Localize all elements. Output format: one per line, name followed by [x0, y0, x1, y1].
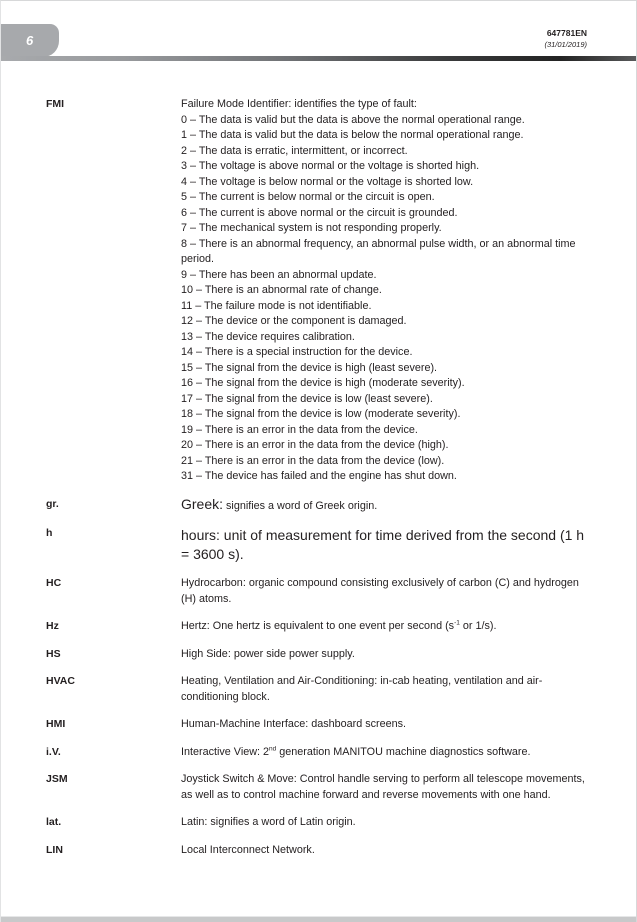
glossary-definition: Human-Machine Interface: dashboard screens. [181, 718, 407, 730]
glossary-definition [181, 497, 594, 515]
definition-pre: Hertz: One hertz is equivalent to one event per second (s [181, 620, 455, 632]
glossary-term: HVAC [46, 675, 75, 687]
document-meta [544, 28, 587, 50]
fmi-code-line: 14 – There is a special instruction for the device. [181, 346, 413, 358]
fmi-code-line: 15 – The signal from the device is high (least severe). [181, 361, 438, 374]
document-date: (31/01/2019) [544, 40, 587, 49]
fmi-code-line: 20 – There is an error in the data from the device (high). [181, 439, 449, 451]
glossary-definition: High Side: power side power supply. [181, 647, 355, 660]
fmi-code-line: 31 – The device has failed and the engine has shut down. [181, 470, 457, 482]
glossary-term: HS [46, 647, 61, 660]
fmi-code-line: 6 – The current is above normal or the circuit is grounded. [181, 206, 458, 219]
fmi-code-line: 18 – The signal from the device is low (moderate severity). [181, 408, 461, 420]
fmi-code-line: 9 – There has been an abnormal update. [181, 268, 377, 281]
page-number: 6 [26, 33, 34, 48]
glossary-term: gr. [46, 497, 59, 510]
glossary-term: Hz [46, 620, 59, 632]
fmi-code-line: 11 – The failure mode is not identifiable. [181, 299, 372, 312]
glossary-definition: Heating, Ventilation and Air-Conditioning: in-cab heating, ventilation and air-conditioning block. [181, 675, 543, 703]
fmi-code-line: 16 – The signal from the device is high (moderate severity). [181, 377, 465, 389]
fmi-code-line: 1 – The data is valid but the data is below the normal operational range. [181, 129, 524, 141]
glossary-entry-lin [46, 843, 594, 859]
fmi-intro: Failure Mode Identifier: identifies the type of fault: [181, 98, 417, 110]
glossary-entry-hz [46, 619, 594, 635]
glossary-term: HC [46, 577, 62, 589]
header-rule [1, 56, 636, 61]
fmi-code-line: 3 – The voltage is above normal or the voltage is shorted high. [181, 160, 480, 172]
glossary-term: JSM [46, 773, 68, 785]
glossary-entry-hmi [46, 717, 594, 733]
glossary-entry-hs [46, 647, 594, 663]
fmi-code-line: 0 – The data is valid but the data is above the normal operational range. [181, 113, 525, 126]
glossary-definition [181, 97, 594, 485]
glossary-term: h [46, 527, 53, 539]
fmi-code-line: 17 – The signal from the device is low (least severe). [181, 392, 433, 405]
glossary-entry-gr [46, 497, 594, 515]
glossary-definition: Joystick Switch & Move: Control handle serving to perform all telescope movements, as well as to control machine forward and reverse movements with one hand. [181, 773, 585, 801]
definition-pre: Interactive View: 2 [181, 745, 270, 758]
fmi-code-list [181, 113, 594, 485]
fmi-code-line: 13 – The device requires calibration. [181, 330, 355, 343]
superscript: nd [269, 744, 277, 752]
fmi-code-line: 5 – The current is below normal or the circuit is open. [181, 191, 435, 203]
document-reference: 647781EN [546, 28, 587, 38]
glossary-entry-h [46, 526, 594, 564]
fmi-code-line: 10 – There is an abnormal rate of change. [181, 284, 382, 296]
glossary-definition: Hydrocarbon: organic compound consisting exclusively of carbon (C) and hydrogen (H) atoms. [181, 577, 579, 605]
glossary-definition [181, 745, 594, 761]
glossary-definition: hours: unit of measurement for time derived from the second (1 h = 3600 s). [181, 527, 585, 562]
glossary-term: LIN [46, 843, 63, 856]
glossary-definition: Latin: signifies a word of Latin origin. [181, 816, 356, 828]
fmi-code-line: 2 – The data is erratic, intermittent, or incorrect. [181, 144, 408, 157]
glossary-entry-iv [46, 745, 594, 761]
glossary-term: FMI [46, 98, 65, 110]
page-number-tab [1, 24, 59, 57]
fmi-code-line: 8 – There is an abnormal frequency, an abnormal pulse width, or an abnormal time period. [181, 237, 576, 265]
definition-post: generation MANITOU machine diagnostics software. [276, 745, 531, 758]
definition-lead: Greek: [181, 495, 224, 512]
fmi-code-line: 19 – There is an error in the data from the device. [181, 423, 418, 436]
fmi-code-line: 12 – The device or the component is damaged. [181, 315, 407, 327]
glossary-entry-fmi [46, 97, 594, 485]
glossary-entry-lat [46, 815, 594, 831]
page-bottom-edge [1, 916, 636, 922]
fmi-code-line: 4 – The voltage is below normal or the voltage is shorted low. [181, 175, 474, 188]
glossary-definition: Local Interconnect Network. [181, 843, 315, 856]
fmi-code-line: 7 – The mechanical system is not responding properly. [181, 222, 442, 234]
glossary-entry-hvac [46, 674, 594, 705]
definition-rest: signifies a word of Greek origin. [223, 499, 378, 512]
glossary-definition [181, 619, 594, 635]
superscript: -1 [454, 619, 460, 627]
glossary-entry-jsm [46, 772, 594, 803]
glossary-term: i.V. [46, 745, 61, 758]
glossary-term: lat. [46, 816, 62, 828]
glossary-term: HMI [46, 718, 66, 730]
glossary-entry-hc [46, 576, 594, 607]
definition-post: or 1/s). [459, 620, 497, 632]
glossary-list [46, 97, 594, 870]
fmi-code-line: 21 – There is an error in the data from the device (low). [181, 454, 445, 467]
